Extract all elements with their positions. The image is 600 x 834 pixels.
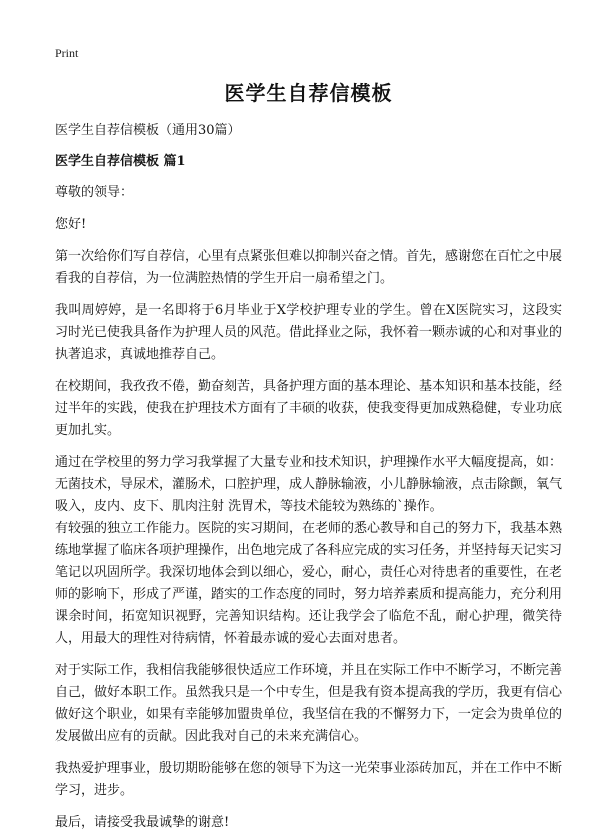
greeting: 您好! [55,217,87,232]
body-paragraph: 我热爱护理事业，殷切期盼能够在您的领导下为这一光荣事业添砖加瓦，并在工作中不断学习，进步。 [55,761,563,798]
print-label: Print [55,46,79,60]
body-paragraph: 对于实际工作，我相信我能够很快适应工作环境，并且在实际工作中不断学习，不断完善自己，做好本职工作。虽然我只是一个中专生，但是我有资本提高我的学历，我更有信心做好这个职业，如果有幸能够加盟贵单位，我坚信在我的不懈努力下，一定会为贵单位的发展做出应有的贡献。因此我对自己的未来充满信心。 [55,663,563,744]
closing-line: 最后，请接受我最诚挚的谢意! [55,815,230,830]
body-paragraph: 通过在学校里的努力学习我掌握了大量专业和技术知识，护理操作水平大幅度提高，如：无菌技术，导尿术，灌肠术，口腔护理，成人静脉输液，小儿静脉输液，点击除颤，氧气吸入，皮内、皮下、肌肉注射 洗胃术，等技术能较为熟练的`操作。 [55,455,563,514]
body-paragraph: 我叫周婷婷，是一名即将于6月毕业于X学校护理专业的学生。曾在X医院实习，这段实习时光已使我具备作为护理人员的风范。借此择业之际，我怀着一颗赤诚的心和对事业的执著追求，真诚地推荐自己。 [55,303,563,362]
body-paragraph: 有较强的独立工作能力。医院的实习期间，在老师的悉心教导和自己的努力下，我基本熟练地掌握了临床各项护理操作，出色地完成了各科应完成的实习任务，并坚持每天记实习笔记以巩固所学。我深切地体会到以细心，爱心，耐心，责任心对待患者的重要性，在老师的影响下，形成了严谨，踏实的工作态度的同时，努力培养素质和提高能力，充分利用课余时间，拓宽知识视野，完善知识结构。还让我学会了临危不乱，耐心护理，微笑待人，用最大的理性对待病情，怀着最赤诚的爱心去面对患者。 [55,521,563,646]
page-title: 医学生自荐信模板 [224,81,393,105]
body-paragraph: 在校期间，我孜孜不倦，勤奋刻苦，具备护理方面的基本理论、基本知识和基本技能，经过半年的实践，使我在护理技术方面有了丰硕的收获，使我变得更加成熟稳健，专业功底更加扎实。 [55,379,563,438]
salutation: 尊敬的领导： [55,185,134,200]
section-heading: 医学生自荐信模板 篇1 [55,154,186,169]
body-paragraph: 第一次给你们写自荐信，心里有点紧张但难以抑制兴奋之情。首先，感谢您在百忙之中展看我的自荐信，为一位满腔热情的学生开启一扇希望之门。 [55,249,563,286]
document-subtitle: 医学生自荐信模板（通用30篇） [55,123,241,138]
